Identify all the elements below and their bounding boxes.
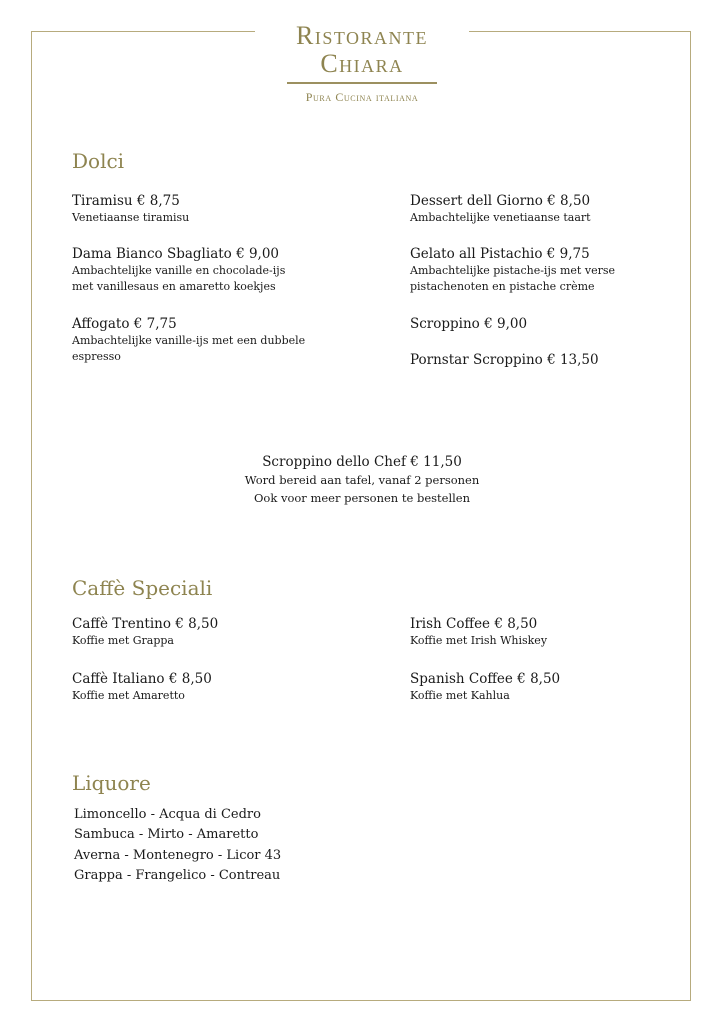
item-description: Ambachtelijke vanille en chocolade-ijs met vanillesaus en amaretto koekjes — [72, 264, 286, 293]
menu-item — [410, 192, 591, 226]
item-name: Affogato € 7,75 — [72, 316, 177, 332]
item-name: Irish Coffee € 8,50 — [410, 616, 538, 632]
section-title-liquore: Liquore — [72, 771, 151, 795]
section-title-caffe: Caffè Speciali — [72, 576, 213, 600]
menu-item — [72, 670, 212, 704]
restaurant-logo — [255, 14, 469, 108]
item-description: Koffie met Amaretto — [72, 689, 185, 702]
item-name: Dessert dell Giorno € 8,50 — [410, 193, 591, 209]
chef-special-line2: Ook voor meer personen te bestellen — [253, 491, 471, 505]
list-item: Averna - Montenegro - Licor 43 — [74, 847, 282, 863]
item-description: Ambachtelijke venetiaanse taart — [410, 211, 591, 224]
menu-item — [410, 615, 547, 649]
item-description: Ambachtelijke pistache-ijs met verse pistachenoten en pistache crème — [410, 264, 615, 293]
item-name: Pornstar Scroppino € 13,50 — [410, 352, 599, 368]
chef-special-name: Scroppino dello Chef € 11,50 — [262, 454, 462, 470]
item-name: Caffè Trentino € 8,50 — [72, 616, 219, 632]
item-name: Caffè Italiano € 8,50 — [72, 671, 212, 687]
item-description: Koffie met Kahlua — [410, 689, 510, 702]
brand-name-line1: Ristorante — [295, 21, 428, 50]
menu-item — [410, 351, 599, 369]
item-name: Dama Bianco Sbagliato € 9,00 — [72, 246, 280, 262]
item-description: Koffie met Irish Whiskey — [410, 634, 548, 647]
logo-divider — [287, 82, 437, 84]
item-description: Koffie met Grappa — [72, 634, 174, 647]
chef-special-line1: Word bereid aan tafel, vanaf 2 personen — [244, 473, 480, 487]
menu-item — [410, 670, 560, 704]
list-item: Grappa - Frangelico - Contreau — [74, 867, 281, 883]
chef-special — [0, 453, 724, 507]
brand-name-line2: Chiara — [320, 49, 404, 78]
item-name: Tiramisu € 8,75 — [72, 193, 180, 209]
section-title-dolci: Dolci — [72, 149, 125, 173]
menu-item — [72, 192, 189, 226]
item-description: Ambachtelijke vanille-ijs met een dubbele espresso — [72, 334, 306, 363]
menu-item — [72, 615, 218, 649]
item-name: Gelato all Pistachio € 9,75 — [410, 246, 590, 262]
list-item: Limoncello - Acqua di Cedro — [74, 807, 261, 822]
item-description: Venetiaanse tiramisu — [72, 211, 190, 224]
liquore-list — [74, 805, 281, 886]
brand-tagline: Pura Cucina italiana — [305, 89, 419, 104]
list-item: Sambuca - Mirto - Amaretto — [74, 827, 259, 843]
menu-item — [410, 315, 527, 333]
item-name: Spanish Coffee € 8,50 — [410, 671, 561, 687]
item-name: Scroppino € 9,00 — [410, 316, 528, 332]
menu-item — [72, 315, 305, 365]
menu-item — [410, 245, 615, 295]
menu-item — [72, 245, 285, 295]
